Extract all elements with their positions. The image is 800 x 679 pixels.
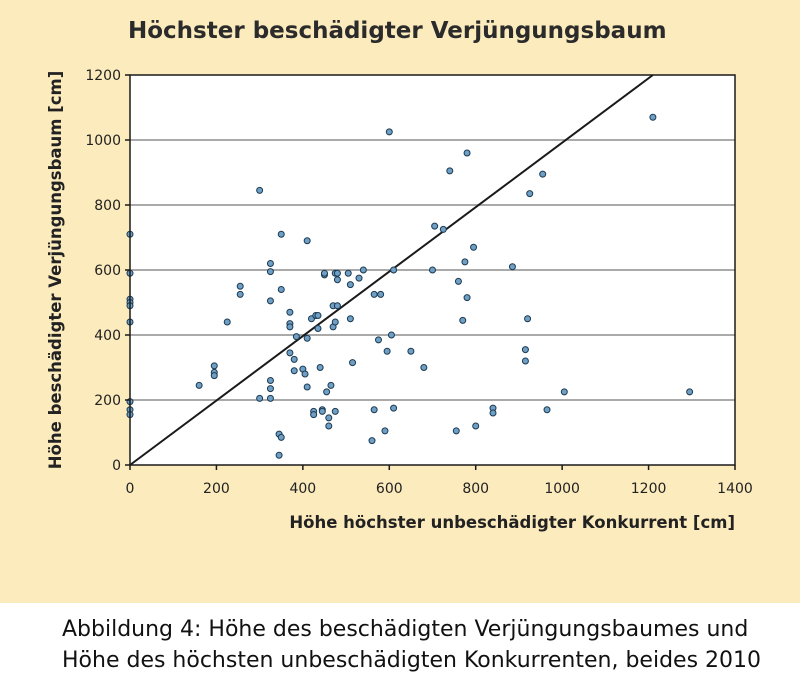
data-point [384, 348, 390, 354]
data-point [321, 270, 327, 276]
data-point [293, 334, 299, 340]
data-point [378, 291, 384, 297]
data-point [471, 244, 477, 250]
data-point [391, 405, 397, 411]
data-point [287, 309, 293, 315]
x-tick-label: 800 [462, 481, 490, 497]
x-tick-label: 600 [375, 481, 403, 497]
data-point [391, 267, 397, 273]
data-point [291, 368, 297, 374]
data-point [304, 335, 310, 341]
data-point [490, 410, 496, 416]
data-point [369, 438, 375, 444]
data-point [278, 287, 284, 293]
data-point [473, 423, 479, 429]
data-point [509, 264, 515, 270]
data-point [345, 270, 351, 276]
y-tick-label: 400 [94, 328, 121, 344]
y-tick-label: 0 [112, 458, 121, 474]
data-point [304, 238, 310, 244]
x-tick-label: 0 [125, 481, 135, 497]
data-point [334, 303, 340, 309]
data-point [196, 382, 202, 388]
data-point [360, 267, 366, 273]
data-point [527, 191, 533, 197]
data-point [276, 452, 282, 458]
data-point [311, 412, 317, 418]
data-point [350, 360, 356, 366]
data-point [278, 434, 284, 440]
data-point [237, 291, 243, 297]
data-point [326, 415, 332, 421]
data-point [332, 408, 338, 414]
data-point [356, 275, 362, 281]
data-point [522, 347, 528, 353]
data-point [430, 267, 436, 273]
data-point [464, 150, 470, 156]
data-point [382, 428, 388, 434]
y-tick-label: 600 [94, 263, 121, 279]
data-point [347, 316, 353, 322]
x-tick-label: 400 [289, 481, 317, 497]
data-point [540, 171, 546, 177]
data-point [650, 114, 656, 120]
data-point [334, 277, 340, 283]
data-point [328, 382, 334, 388]
data-point [375, 337, 381, 343]
data-point [464, 295, 470, 301]
data-point [371, 291, 377, 297]
data-point [267, 269, 273, 275]
caption-line-2: Höhe des höchsten unbeschädigten Konkurrenten, beides 2010 [62, 648, 762, 673]
data-point [388, 332, 394, 338]
x-tick-label: 1200 [630, 481, 667, 497]
data-point [462, 259, 468, 265]
data-point [455, 278, 461, 284]
data-point [267, 386, 273, 392]
y-tick-label: 1200 [85, 68, 121, 84]
data-point [267, 395, 273, 401]
data-point [267, 261, 273, 267]
data-point [324, 389, 330, 395]
data-point [315, 313, 321, 319]
data-point [447, 168, 453, 174]
x-tick-label: 1000 [544, 481, 580, 497]
data-point [291, 356, 297, 362]
x-tick-label: 200 [203, 481, 230, 497]
y-tick-label: 1000 [85, 133, 121, 149]
data-point [687, 389, 693, 395]
data-point [453, 428, 459, 434]
data-point [317, 365, 323, 371]
data-point [211, 363, 217, 369]
data-point [257, 187, 263, 193]
data-point [440, 226, 446, 232]
data-point [319, 408, 325, 414]
data-point [287, 350, 293, 356]
data-point [347, 282, 353, 288]
data-point [525, 316, 531, 322]
data-point [302, 371, 308, 377]
data-point [386, 129, 392, 135]
y-tick-label: 800 [94, 198, 121, 214]
data-point [561, 389, 567, 395]
caption-line-1: Abbildung 4: Höhe des beschädigten Verjüngungsbaumes und [62, 617, 749, 642]
data-point [224, 319, 230, 325]
data-point [432, 223, 438, 229]
data-point [408, 348, 414, 354]
data-point [304, 384, 310, 390]
x-axis-label: Höhe höchster unbeschädigter Konkurrent [cm] [289, 513, 735, 532]
data-point [421, 365, 427, 371]
data-point [315, 326, 321, 332]
figure-caption [62, 614, 792, 676]
data-point [287, 324, 293, 330]
data-point [334, 270, 340, 276]
data-point [267, 378, 273, 384]
data-point [326, 423, 332, 429]
data-point [371, 407, 377, 413]
y-tick-label: 200 [94, 393, 121, 409]
data-point [237, 283, 243, 289]
data-point [460, 317, 466, 323]
data-point [267, 298, 273, 304]
y-axis-label: Höhe beschädigter Verjüngungsbaum [cm] [46, 70, 65, 470]
x-tick-label: 1400 [717, 481, 753, 497]
chart-title: Höchster beschädigter Verjüngungsbaum [128, 18, 667, 44]
data-point [257, 395, 263, 401]
data-point [211, 373, 217, 379]
data-point [332, 319, 338, 325]
data-point [278, 231, 284, 237]
data-point [544, 407, 550, 413]
data-point [522, 358, 528, 364]
